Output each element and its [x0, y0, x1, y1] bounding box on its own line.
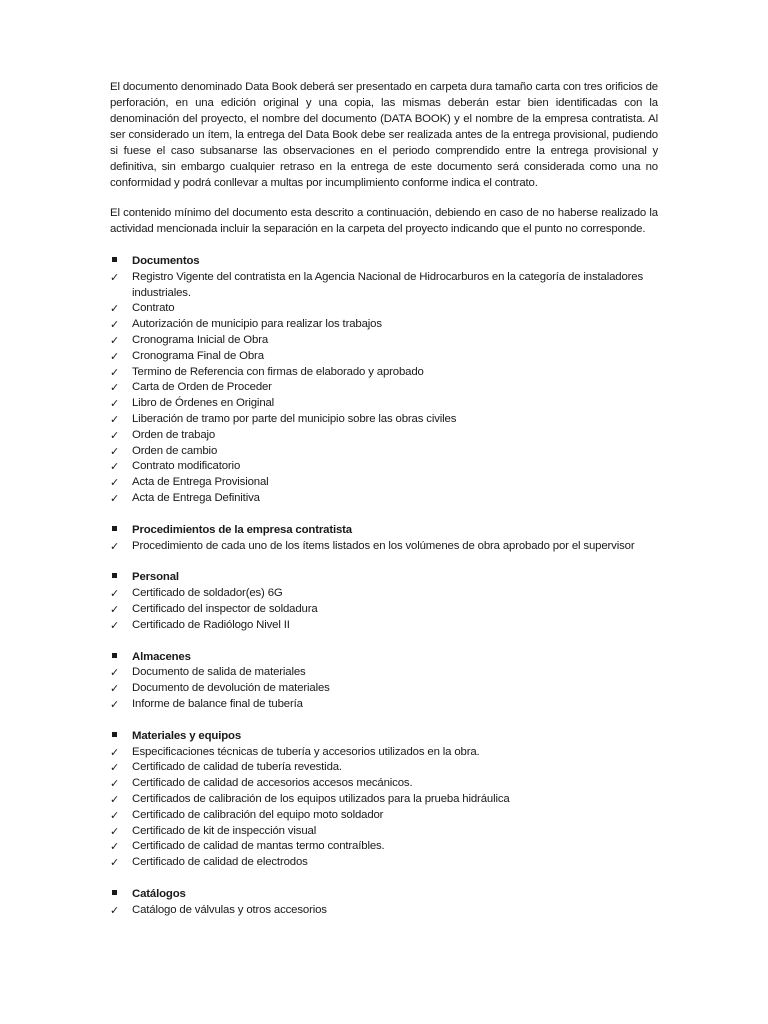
checklist	[110, 254, 658, 918]
checklist-item-label: Certificado de Radiólogo Nivel II	[132, 618, 290, 631]
checkmark-icon: ✓	[110, 491, 120, 505]
checkmark-icon: ✓	[110, 270, 120, 284]
checklist-item	[110, 365, 658, 381]
checklist-item	[110, 792, 658, 808]
checklist-item	[110, 745, 658, 761]
checklist-item	[110, 333, 658, 349]
checkmark-icon: ✓	[110, 587, 120, 601]
checkmark-icon: ✓	[110, 682, 120, 696]
checklist-item	[110, 681, 658, 697]
checkmark-icon: ✓	[110, 903, 120, 917]
section-title: Personal	[132, 571, 179, 584]
checkmark-icon: ✓	[110, 840, 120, 854]
checkmark-icon: ✓	[110, 302, 120, 316]
checklist-item	[110, 349, 658, 365]
checklist-item	[110, 317, 658, 333]
checklist-item	[110, 697, 658, 713]
checklist-item-label: Registro Vigente del contratista en la Agencia Nacional de Hidrocarburos en la categoría de instaladores industriales.	[132, 270, 644, 299]
checklist-item	[110, 618, 658, 634]
checkmark-icon: ✓	[110, 444, 120, 458]
checkmark-icon: ✓	[110, 365, 120, 379]
checklist-item-label: Cronograma Final de Obra	[132, 349, 264, 362]
checklist-item-label: Catálogo de válvulas y otros accesorios	[132, 903, 327, 916]
section-title: Procedimientos de la empresa contratista	[132, 523, 352, 536]
checkmark-icon: ✓	[110, 397, 120, 411]
checklist-item	[110, 586, 658, 602]
checklist-item-label: Contrato	[132, 302, 175, 315]
checklist-section	[110, 887, 658, 919]
checklist-item	[110, 491, 658, 507]
checklist-item	[110, 380, 658, 396]
checklist-section	[110, 523, 658, 555]
checklist-item	[110, 412, 658, 428]
square-bullet-icon	[110, 887, 124, 903]
checklist-item	[110, 444, 658, 460]
checklist-item	[110, 396, 658, 412]
checkmark-icon: ✓	[110, 824, 120, 838]
checklist-item	[110, 855, 658, 871]
checklist-item-label: Autorización de municipio para realizar los trabajos	[132, 318, 382, 331]
checklist-item-label: Certificado de calidad de tubería revestida.	[132, 761, 342, 774]
checkmark-icon: ✓	[110, 460, 120, 474]
checklist-item-label: Carta de Orden de Proceder	[132, 381, 272, 394]
checklist-item	[110, 776, 658, 792]
checklist-item-label: Liberación de tramo por parte del municipio sobre las obras civiles	[132, 412, 457, 425]
checklist-item-label: Certificado de soldador(es) 6G	[132, 587, 283, 600]
section-title: Almacenes	[132, 650, 191, 663]
section-heading	[110, 887, 658, 903]
checklist-item-label: Especificaciones técnicas de tubería y accesorios utilizados en la obra.	[132, 745, 480, 758]
checklist-item-label: Orden de cambio	[132, 444, 218, 457]
checklist-item-label: Procedimiento de cada uno de los ítems listados en los volúmenes de obra aprobado por el supervisor	[132, 539, 635, 552]
checklist-section	[110, 254, 658, 507]
checklist-item-label: Acta de Entrega Provisional	[132, 476, 269, 489]
checklist-item	[110, 760, 658, 776]
checklist-item	[110, 903, 658, 919]
checkmark-icon: ✓	[110, 428, 120, 442]
checklist-item-label: Certificado de calidad de accesorios accesos mecánicos.	[132, 777, 413, 790]
checklist-item-label: Certificado de calibración del equipo moto soldador	[132, 808, 384, 821]
checklist-item	[110, 602, 658, 618]
square-bullet-icon	[110, 650, 124, 666]
intro-paragraph: El contenido mínimo del documento esta descrito a continuación, debiendo en caso de no haberse realizado la actividad mencionada incluir la separación en la carpeta del proyecto indicando que el punto no corresponde.	[110, 207, 658, 235]
intro-paragraph: El documento denominado Data Book deberá ser presentado en carpeta dura tamaño carta con tres orificios de perforación, en una edición original y una copia, las mismas deberán estar bien identificadas con la denominación del proyecto, el nombre del documento (DATA BOOK) y el nombre de la empresa contratista. Al ser considerado un ítem, la entrega del Data Book debe ser realizada antes de la entrega provisional, pudiendo si fuese el caso subsanarse las observaciones en el periodo comprendido entre la entrega provisional y definitiva, sin embargo cualquier retraso en la entrega de este documento será considerada como una no conformidad y podrá conllevar a multas por incumplimiento conforme indica el contrato.	[110, 81, 658, 189]
checkmark-icon: ✓	[110, 745, 120, 759]
checklist-item-label: Documento de salida de materiales	[132, 666, 306, 679]
checklist-section	[110, 650, 658, 713]
checklist-item	[110, 270, 658, 302]
checkmark-icon: ✓	[110, 602, 120, 616]
square-bullet-icon	[110, 254, 124, 270]
checklist-item-label: Documento de devolución de materiales	[132, 682, 330, 695]
checkmark-icon: ✓	[110, 761, 120, 775]
checklist-section	[110, 570, 658, 633]
section-heading	[110, 523, 658, 539]
checklist-item	[110, 428, 658, 444]
checklist-item	[110, 475, 658, 491]
square-bullet-icon	[110, 570, 124, 586]
checklist-item	[110, 459, 658, 475]
checklist-item-label: Termino de Referencia con firmas de elaborado y aprobado	[132, 365, 424, 378]
checkmark-icon: ✓	[110, 666, 120, 680]
checklist-item	[110, 824, 658, 840]
checklist-item	[110, 301, 658, 317]
checkmark-icon: ✓	[110, 318, 120, 332]
section-heading	[110, 254, 658, 270]
checklist-section	[110, 729, 658, 871]
checklist-item-label: Acta de Entrega Definitiva	[132, 491, 260, 504]
checklist-item	[110, 808, 658, 824]
checkmark-icon: ✓	[110, 349, 120, 363]
checklist-item-label: Certificado del inspector de soldadura	[132, 602, 318, 615]
checklist-item-label: Contrato modificatorio	[132, 460, 241, 473]
checkmark-icon: ✓	[110, 381, 120, 395]
checklist-item	[110, 665, 658, 681]
checklist-item	[110, 839, 658, 855]
section-heading	[110, 570, 658, 586]
checklist-item-label: Libro de Órdenes en Original	[132, 397, 275, 410]
checklist-item-label: Orden de trabajo	[132, 428, 216, 441]
checkmark-icon: ✓	[110, 808, 120, 822]
section-title: Documentos	[132, 255, 200, 267]
section-heading	[110, 729, 658, 745]
checklist-item-label: Certificados de calibración de los equipos utilizados para la prueba hidráulica	[132, 792, 510, 805]
checkmark-icon: ✓	[110, 697, 120, 711]
checkmark-icon: ✓	[110, 412, 120, 426]
checkmark-icon: ✓	[110, 618, 120, 632]
section-heading	[110, 650, 658, 666]
square-bullet-icon	[110, 523, 124, 539]
section-title: Catálogos	[132, 887, 186, 900]
checkmark-icon: ✓	[110, 777, 120, 791]
checklist-item-label: Certificado de calidad de mantas termo contraíbles.	[132, 840, 385, 853]
checkmark-icon: ✓	[110, 333, 120, 347]
checkmark-icon: ✓	[110, 856, 120, 870]
checkmark-icon: ✓	[110, 539, 120, 553]
checklist-item-label: Certificado de kit de inspección visual	[132, 824, 317, 837]
square-bullet-icon	[110, 729, 124, 745]
section-title: Materiales y equipos	[132, 729, 242, 742]
checklist-item-label: Cronograma Inicial de Obra	[132, 333, 269, 346]
checklist-item-label: Informe de balance final de tubería	[132, 697, 303, 710]
checklist-item-label: Certificado de calidad de electrodos	[132, 856, 308, 869]
checklist-item	[110, 539, 658, 555]
checkmark-icon: ✓	[110, 792, 120, 806]
checkmark-icon: ✓	[110, 476, 120, 490]
